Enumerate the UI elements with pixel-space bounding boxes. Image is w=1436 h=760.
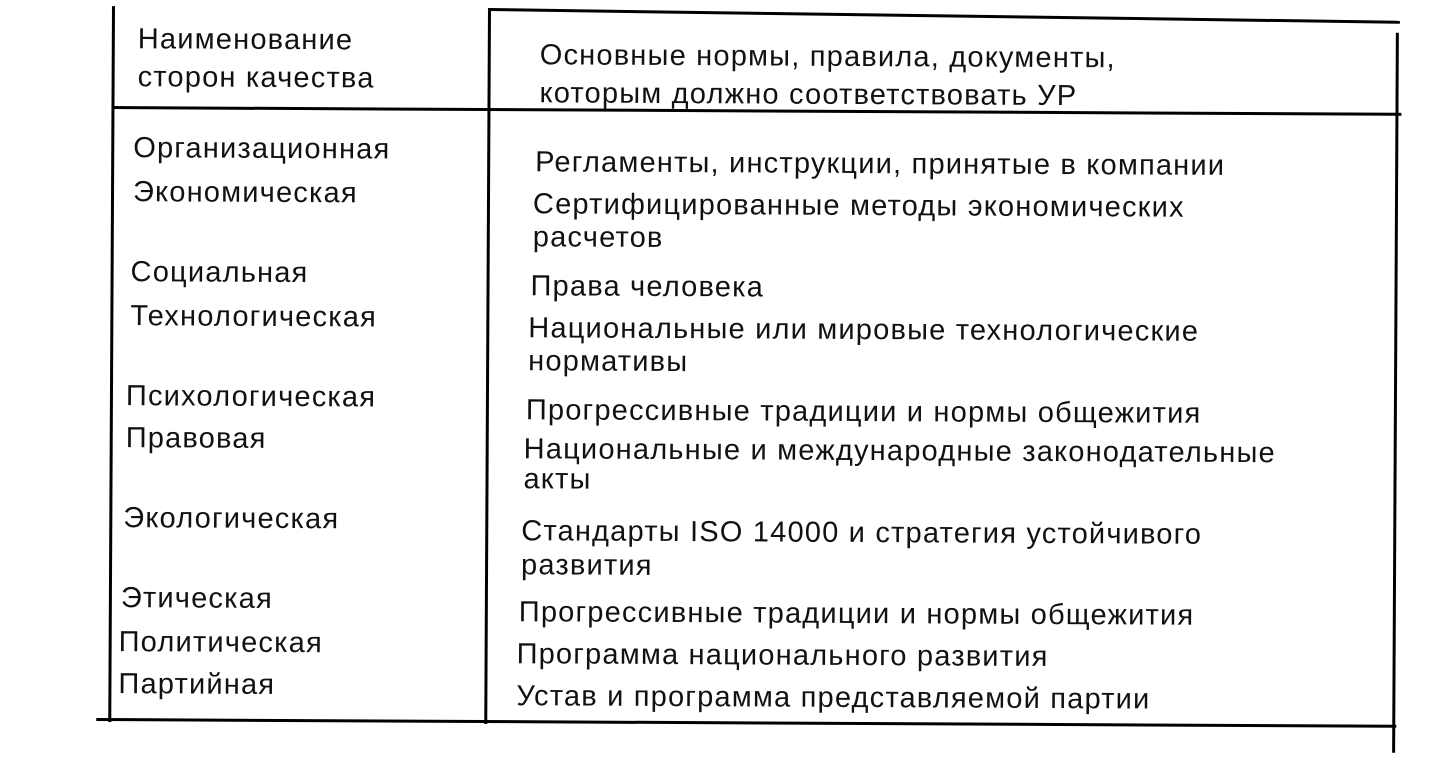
table-row-norm: Сертифицированные методы экономических расчетов (532, 188, 1185, 254)
table-row-aspect: Социальная (130, 256, 309, 290)
table-row-aspect: Партийная (118, 668, 276, 701)
table-row-norm: Регламенты, инструкции, принятые в компании (535, 146, 1226, 182)
table-row-aspect: Правовая (125, 422, 267, 455)
header-aspect-name: Наименование сторон качества (137, 23, 375, 95)
table-row-norm: Стандарты ISO 14000 и стратегия устойчивого развития (520, 515, 1203, 582)
table-row-norm: Программа национального развития (516, 638, 1049, 673)
table-row-norm: Прогрессивные традиции и нормы общежития (525, 394, 1202, 430)
table-row-norm: Национальные или мировые технологические нормативы (528, 312, 1200, 379)
table-right-border (1392, 33, 1399, 753)
table-row-norm: Устав и программа представляемой партии (516, 680, 1151, 716)
header-norms: Основные нормы, правила, документы, которым должно соответствовать УР (539, 39, 1116, 113)
table-row-aspect: Экологическая (123, 502, 340, 536)
column-divider (484, 8, 491, 724)
table-top-border (490, 8, 1400, 24)
table-row-aspect: Политическая (118, 626, 323, 660)
table-row-aspect: Экономическая (132, 176, 358, 210)
quality-aspects-table (96, 6, 1400, 749)
table-bottom-border (96, 718, 1396, 728)
table-row-aspect: Организационная (133, 132, 391, 166)
table-row-aspect: Технологическая (130, 300, 378, 334)
table-left-border (108, 6, 115, 722)
table-row-norm: Национальные и международные законодательные акты (523, 433, 1276, 496)
table-row-aspect: Этическая (120, 582, 274, 615)
table-row-norm: Права человека (530, 270, 765, 304)
table-row-norm: Прогрессивные традиции и нормы общежития (518, 596, 1195, 632)
table-row-aspect: Психологическая (125, 380, 377, 414)
